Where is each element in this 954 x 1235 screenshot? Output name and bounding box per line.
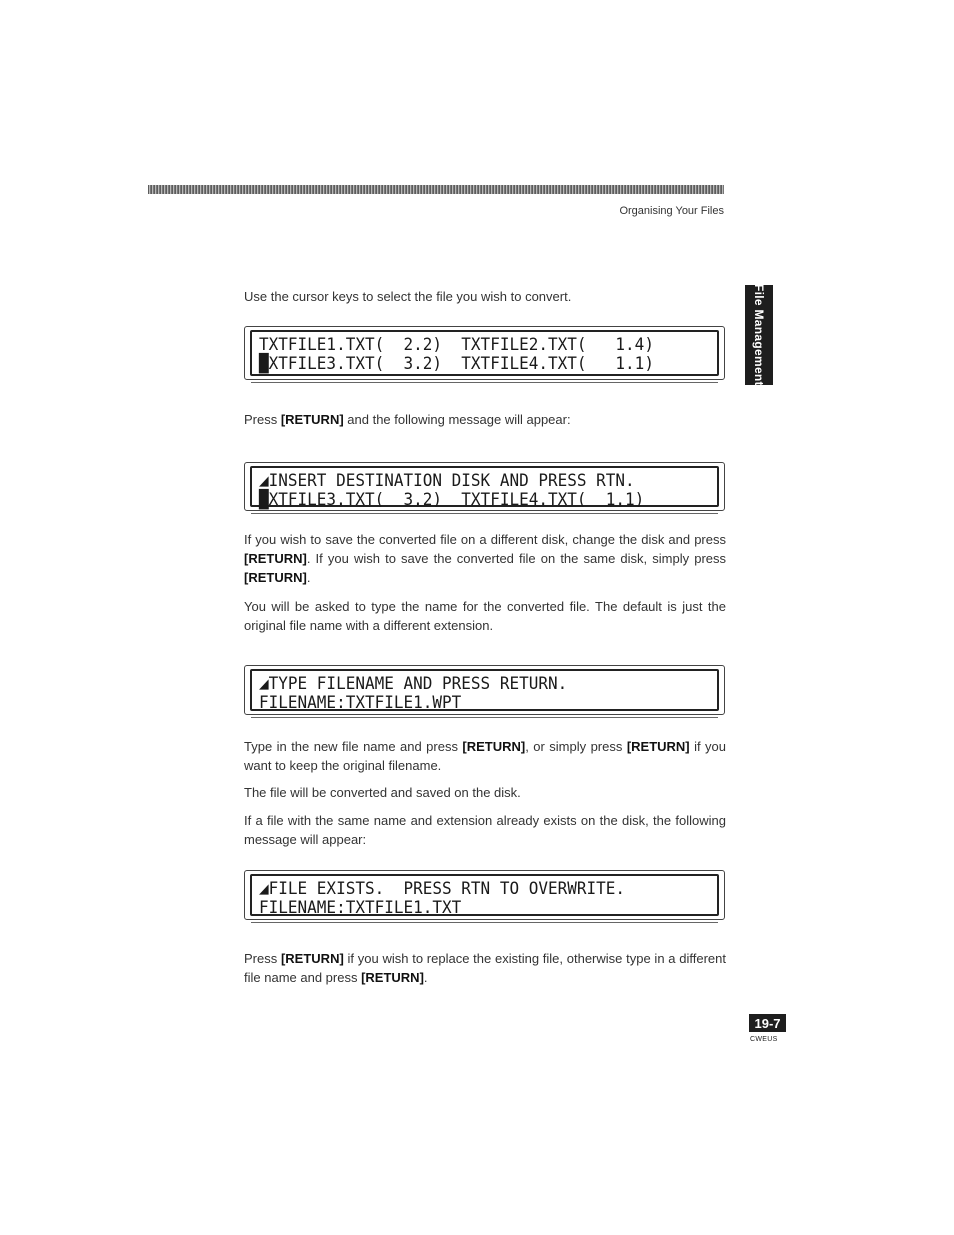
text: Type in the new file name and press	[244, 739, 463, 754]
key-return: [RETURN]	[361, 970, 424, 985]
text: Press	[244, 412, 281, 427]
paragraph-overwrite	[244, 949, 726, 987]
text: and the following message will appear:	[343, 412, 571, 427]
key-return: [RETURN]	[626, 739, 690, 754]
text: if you wish to replace the existing file, otherwise type in a different file name and press	[244, 951, 726, 985]
text: if you want to keep the original filename.	[244, 739, 726, 773]
text: If you wish to save the converted file on a different disk, change the disk and press	[244, 532, 726, 547]
screen-line: ◢INSERT DESTINATION DISK AND PRESS RTN.	[259, 470, 635, 491]
screen-line: FILENAME:TXTFILE1.TXT	[259, 897, 462, 918]
key-return: [RETURN]	[244, 570, 307, 585]
key-return: [RETURN]	[462, 739, 526, 754]
paragraph-select-file: Use the cursor keys to select the file you wish to convert.	[244, 289, 572, 304]
screen-file-list	[244, 326, 725, 380]
paragraph-name-prompt: You will be asked to type the name for the converted file. The default is just the original file name with a different extension.	[244, 599, 726, 633]
screen-type-filename-frame	[250, 669, 719, 711]
screen-insert-disk	[244, 462, 725, 511]
paragraph-type-name	[244, 737, 726, 775]
screen-line: TXTFILE1.TXT( 2.2) TXTFILE2.TXT( 1.4)	[259, 334, 654, 355]
paragraph-save-disk	[244, 530, 726, 587]
screen-line: FILENAME:TXTFILE1.WPT	[259, 692, 462, 713]
text: .	[423, 970, 428, 985]
screen-line: ◢TYPE FILENAME AND PRESS RETURN.	[259, 673, 568, 694]
page-number: 19-7	[749, 1014, 786, 1032]
header-rule	[148, 185, 724, 194]
section-tab-label: File Management	[752, 284, 766, 386]
key-return: [RETURN]	[280, 951, 344, 966]
text: Press	[244, 951, 281, 966]
page-code: CWEUS	[750, 1036, 778, 1043]
key-return: [RETURN]	[280, 412, 344, 427]
paragraph-file-exists: If a file with the same name and extension already exists on the disk, the following message will appear:	[244, 813, 726, 847]
screen-line: █XTFILE3.TXT( 3.2) TXTFILE4.TXT( 1.1)	[259, 489, 645, 510]
text: , or simply press	[525, 739, 627, 754]
key-return: [RETURN]	[244, 551, 307, 566]
text: . If you wish to save the converted file on the same disk, simply press	[306, 551, 726, 566]
screen-type-filename	[244, 665, 725, 715]
screen-file-exists-frame	[250, 874, 719, 916]
screen-insert-disk-frame	[250, 466, 719, 510]
running-head: Organising Your Files	[619, 205, 724, 217]
screen-line: ◢FILE EXISTS. PRESS RTN TO OVERWRITE.	[259, 878, 626, 899]
paragraph-converted: The file will be converted and saved on the disk.	[244, 785, 521, 800]
screen-line: █XTFILE3.TXT( 3.2) TXTFILE4.TXT( 1.1)	[259, 353, 654, 374]
text: .	[306, 570, 311, 585]
screen-file-list-frame	[250, 330, 719, 376]
screen-file-exists	[244, 870, 725, 920]
paragraph-press-return	[244, 410, 726, 429]
section-tab	[745, 285, 773, 385]
